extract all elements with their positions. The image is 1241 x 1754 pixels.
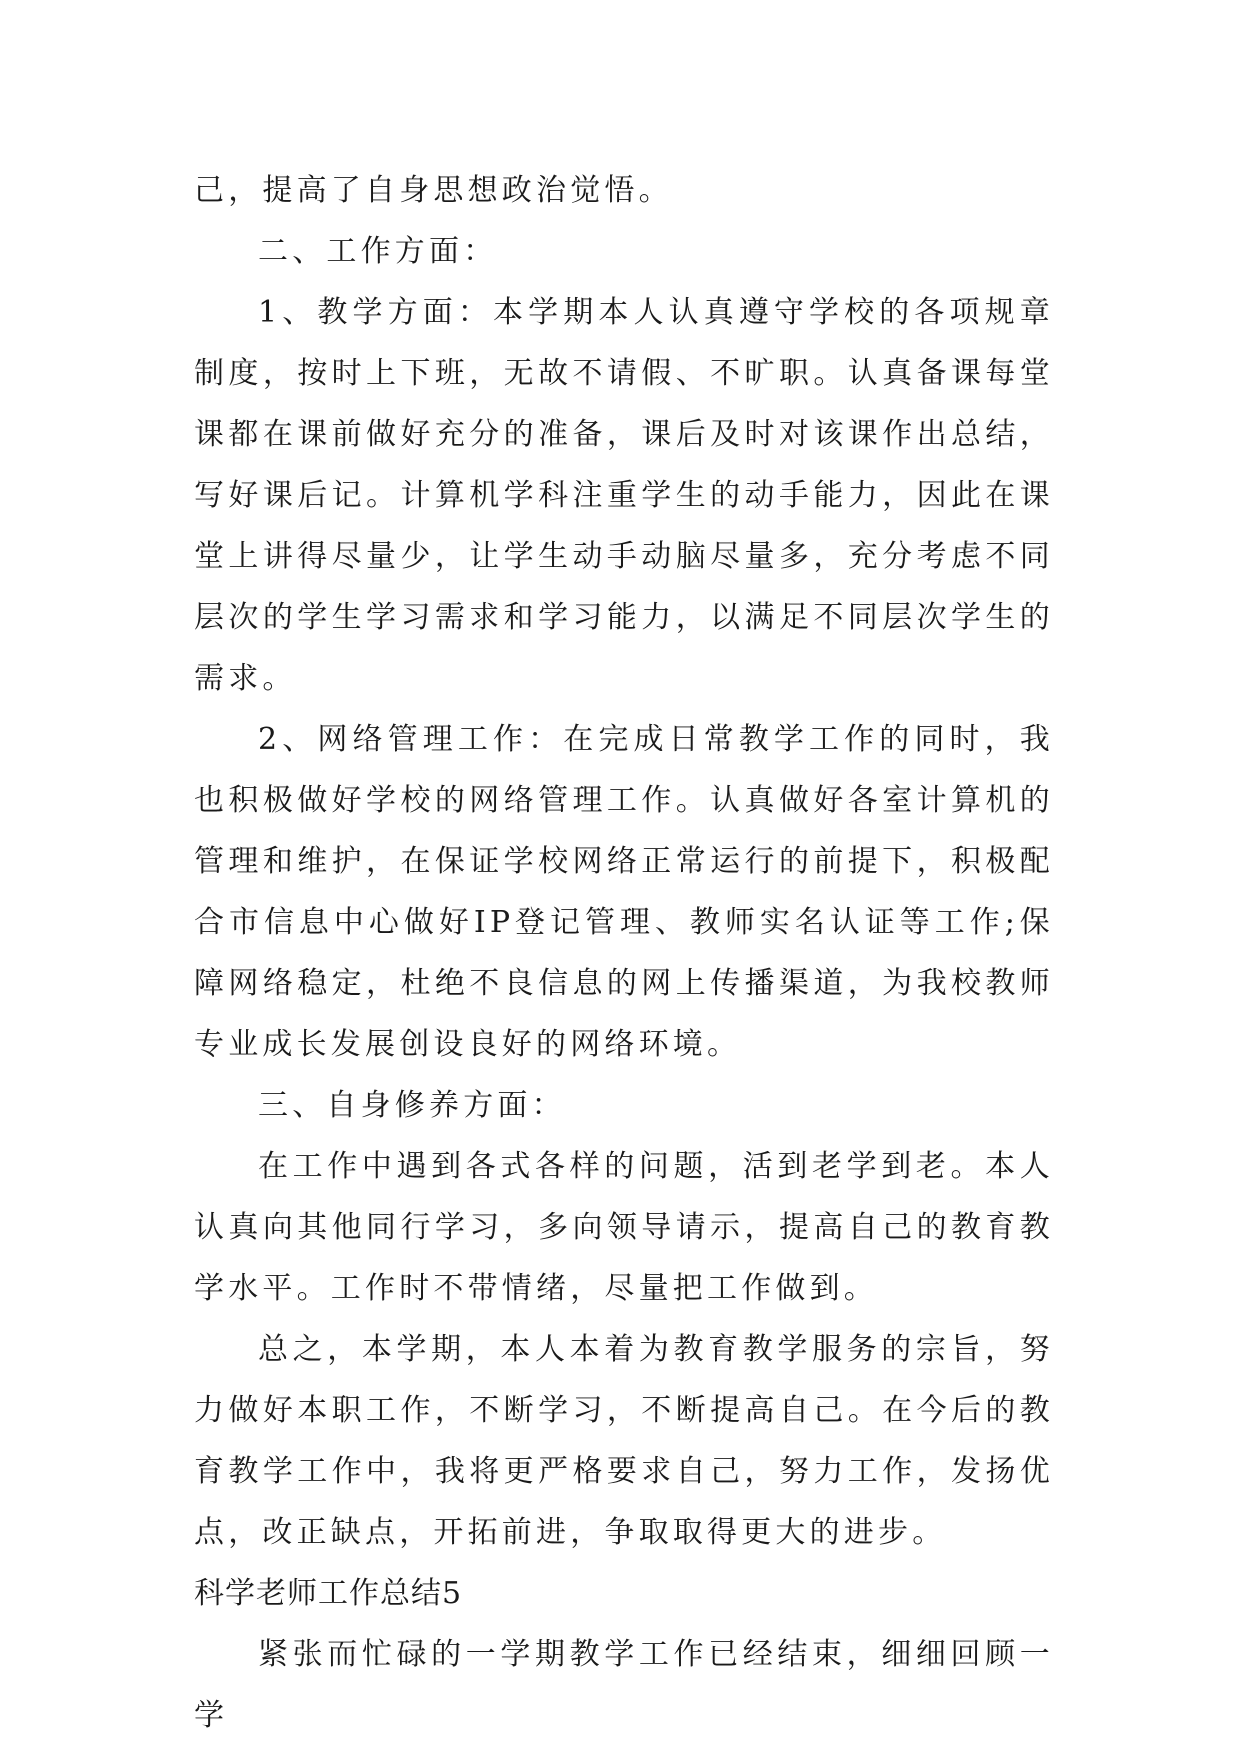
section-heading-self: 三、自身修养方面： xyxy=(258,1088,566,1123)
section-heading-work: 二、工作方面： xyxy=(258,234,498,269)
paragraph-teaching: 1、教学方面：本学期本人认真遵守学校的各项规章制度，按时上下班，无故不请假、不旷职。认真备课每堂课都在课前做好充分的准备，课后及时对该课作出总结，写好课后记。计算机学科注重学生的动手能力，因此在课堂上讲得尽量少，让学生动手动脑尽量多，充分考虑不同层次的学生学习需求和学习能力，以满足不同层次学生的需求。 xyxy=(194,295,1054,696)
paragraph-self: 在工作中遇到各式各样的问题，活到老学到老。本人认真向其他同行学习，多向领导请示，提高自己的教育教学水平。工作时不带情绪，尽量把工作做到。 xyxy=(194,1149,1054,1306)
document-page xyxy=(194,160,1054,1746)
paragraph-1: 己，提高了自身思想政治觉悟。 xyxy=(194,173,673,208)
paragraph-network: 2、网络管理工作：在完成日常教学工作的同时，我也积极做好学校的网络管理工作。认真做好各室计算机的管理和维护，在保证学校网络正常运行的前提下，积极配合市信息中心做好IP登记管理、教师实名认证等工作;保障网络稳定，杜绝不良信息的网上传播渠道，为我校教师专业成长发展创设良好的网络环境。 xyxy=(194,722,1054,1062)
document-title: 科学老师工作总结5 xyxy=(194,1576,463,1611)
paragraph-summary: 总之，本学期，本人本着为教育教学服务的宗旨，努力做好本职工作，不断学习，不断提高自己。在今后的教育教学工作中，我将更严格要求自己，努力工作，发扬优点，改正缺点，开拓前进，争取取得更大的进步。 xyxy=(194,1332,1054,1550)
paragraph-intro: 紧张而忙碌的一学期教学工作已经结束，细细回顾一学 xyxy=(194,1637,1054,1733)
